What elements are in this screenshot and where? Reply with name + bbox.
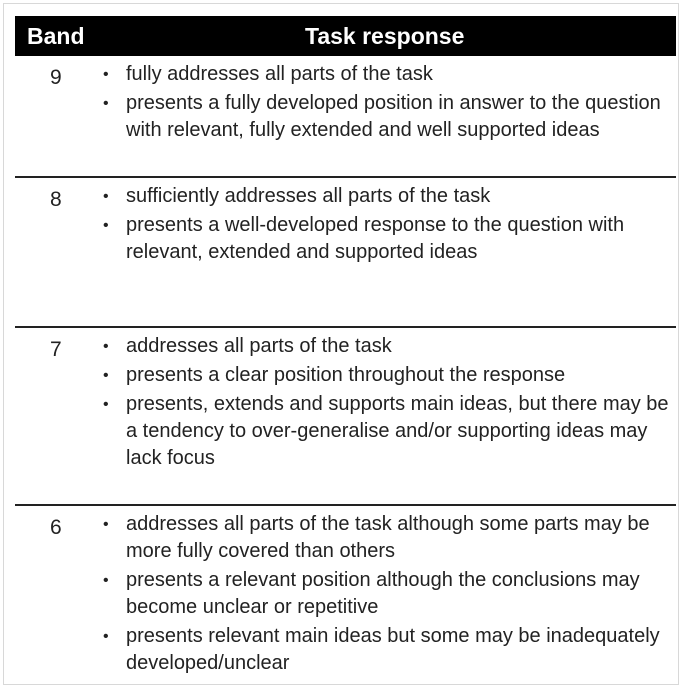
- descriptor-text: sufficiently addresses all parts of the task: [126, 185, 491, 207]
- task-response-column-header: Task response: [305, 23, 465, 49]
- table-row-band-8: [15, 176, 676, 328]
- list-item: [103, 61, 673, 88]
- bullet-icon: •: [103, 367, 109, 384]
- bullet-icon: •: [103, 217, 109, 234]
- list-item: [103, 567, 673, 621]
- bullet-icon: •: [103, 338, 109, 355]
- descriptor-text: presents a well-developed response to the question with relevant, extended and supported ideas: [126, 214, 625, 263]
- bullet-icon: •: [103, 188, 109, 205]
- list-item: [103, 333, 673, 360]
- descriptor-text: addresses all parts of the task although some parts may be more fully covered than others: [126, 513, 650, 562]
- bullet-icon: •: [103, 628, 109, 645]
- bullet-icon: •: [103, 396, 109, 413]
- descriptor-text: fully addresses all parts of the task: [126, 63, 433, 85]
- table-header: [15, 16, 676, 56]
- table-row-band-6: [15, 504, 676, 684]
- list-item: [103, 391, 673, 472]
- band-number: 9: [50, 66, 62, 89]
- list-item: [103, 212, 673, 266]
- list-item: [103, 623, 673, 677]
- descriptor-text: addresses all parts of the task: [126, 335, 392, 357]
- list-item: [103, 362, 673, 389]
- band-column-header: Band: [27, 23, 85, 49]
- descriptor-text: presents a relevant position although the conclusions may become unclear or repetitive: [126, 569, 640, 618]
- table-row-band-7: [15, 326, 676, 506]
- band-number: 7: [50, 338, 62, 361]
- descriptor-list: [103, 183, 673, 268]
- bullet-icon: •: [103, 95, 109, 112]
- list-item: [103, 90, 673, 144]
- bullet-icon: •: [103, 66, 109, 83]
- list-item: [103, 183, 673, 210]
- bullet-icon: •: [103, 572, 109, 589]
- table-row-band-9: [15, 56, 676, 176]
- descriptor-text: presents, extends and supports main ideas, but there may be a tendency to over-generalise and/or supporting ideas may lack focus: [126, 393, 669, 469]
- list-item: [103, 511, 673, 565]
- descriptor-text: presents a fully developed position in answer to the question with relevant, fully extended and well supported ideas: [126, 92, 661, 141]
- descriptor-text: presents a clear position throughout the response: [126, 364, 566, 386]
- band-number: 8: [50, 188, 62, 211]
- descriptor-list: [103, 511, 673, 679]
- descriptor-list: [103, 61, 673, 146]
- descriptor-text: presents relevant main ideas but some may be inadequately developed/unclear: [126, 625, 660, 674]
- descriptor-list: [103, 333, 673, 474]
- bullet-icon: •: [103, 516, 109, 533]
- band-number: 6: [50, 516, 62, 539]
